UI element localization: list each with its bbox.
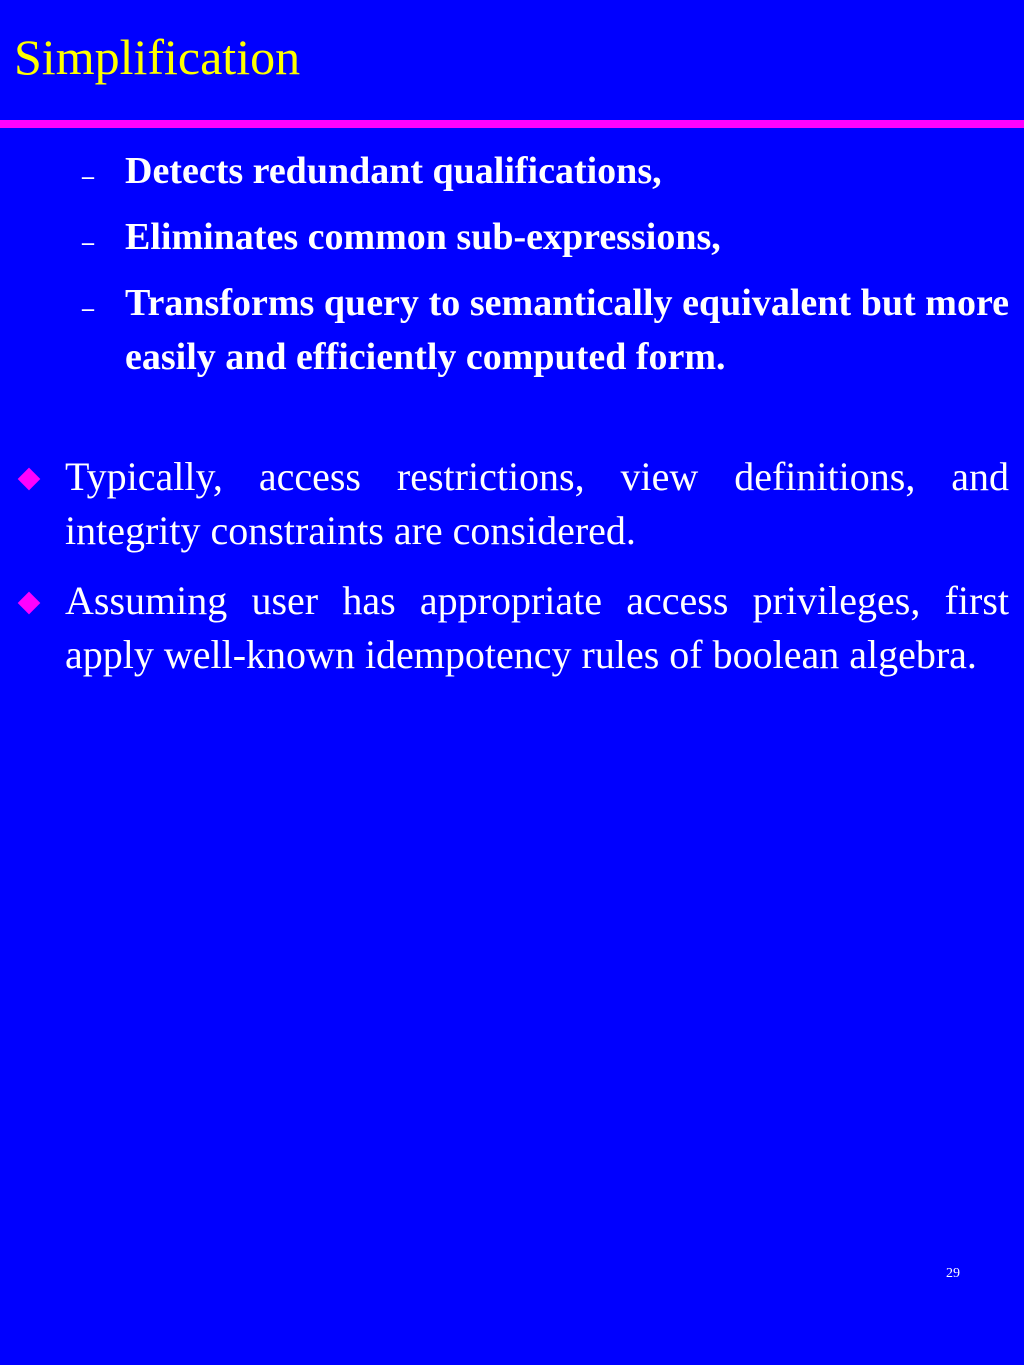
title-divider (0, 120, 1024, 128)
main-point-list (0, 450, 1024, 698)
main-point-text: Typically, access restrictions, view definitions, and integrity constraints are considered. (65, 454, 1009, 553)
page-number: 29 (946, 1266, 960, 1281)
sub-point-list (0, 144, 1024, 396)
sub-point-item (0, 276, 1024, 384)
sub-point-text: Detects redundant qualifications, (125, 150, 662, 192)
sub-point-item (0, 144, 1024, 198)
dash-marker: – (82, 296, 94, 322)
diamond-bullet-icon (18, 468, 41, 491)
main-point-text: Assuming user has appropriate access privileges, first apply well-known idempotency rules of boolean algebra. (65, 578, 1009, 677)
slide-title: Simplification (14, 29, 301, 85)
diamond-bullet-icon (18, 592, 41, 615)
dash-marker: – (82, 230, 94, 256)
main-point-item (0, 450, 1024, 558)
dash-marker: – (82, 164, 94, 190)
sub-point-item (0, 210, 1024, 264)
sub-point-text: Eliminates common sub-expressions, (125, 216, 721, 258)
sub-point-text: Transforms query to semantically equivalent but more easily and efficiently computed form. (125, 282, 1009, 378)
main-point-item (0, 574, 1024, 682)
